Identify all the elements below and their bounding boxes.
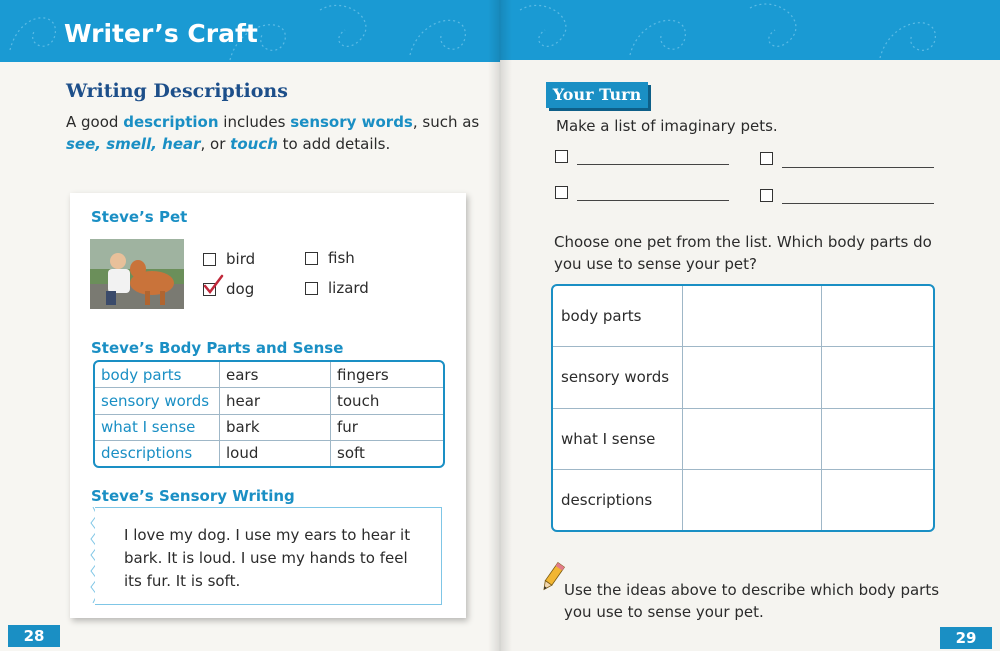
answer-cell[interactable] xyxy=(822,469,934,530)
pet-heading: Steve’s Pet xyxy=(91,208,188,226)
writing-heading: Steve’s Sensory Writing xyxy=(91,487,295,505)
answer-cell[interactable] xyxy=(683,286,822,347)
checkbox-fish[interactable] xyxy=(305,252,318,265)
checkbox-bird[interactable] xyxy=(203,253,216,266)
checkbox-pet-1[interactable] xyxy=(555,150,568,163)
keyword-sensory-words: sensory words xyxy=(290,113,413,131)
answer-cell[interactable] xyxy=(683,347,822,408)
pet-1-answer-line[interactable] xyxy=(577,164,729,165)
writing-line: its fur. It is soft. xyxy=(124,572,241,590)
checkmark-icon xyxy=(202,273,224,295)
answer-cell[interactable] xyxy=(822,408,934,469)
table-heading: Steve’s Body Parts and Sense xyxy=(91,339,344,357)
answer-cell[interactable] xyxy=(683,408,822,469)
table-row: what I sense bark fur xyxy=(95,414,444,440)
sensory-writing-box xyxy=(95,507,442,605)
swirl-pattern xyxy=(500,0,1000,60)
example-card xyxy=(70,193,466,618)
option-label-fish: fish xyxy=(328,249,355,267)
intro-paragraph: A good description includes sensory words, such as see, smell, hear, or touch to add details. xyxy=(66,113,480,153)
writing-line: I love my dog. I use my ears to hear it xyxy=(124,526,411,544)
option-label-lizard: lizard xyxy=(328,279,369,297)
page-number-right: 29 xyxy=(940,627,992,649)
instruction-list: Make a list of imaginary pets. xyxy=(556,117,778,135)
book-gutter xyxy=(488,0,512,651)
checkbox-pet-4[interactable] xyxy=(760,189,773,202)
table-row: descriptions loud soft xyxy=(95,440,444,466)
checkbox-pet-2[interactable] xyxy=(760,152,773,165)
page-title: Writer’s Craft xyxy=(64,19,258,48)
answer-cell[interactable] xyxy=(822,347,934,408)
checkbox-pet-3[interactable] xyxy=(555,186,568,199)
sense-table xyxy=(551,284,935,532)
instruction-choose: Choose one pet from the list. Which body parts do you use to sense your pet? xyxy=(554,233,932,273)
table-row: sensory words hear touch xyxy=(95,388,444,414)
option-label-bird: bird xyxy=(226,250,256,268)
page-number-left: 28 xyxy=(8,625,60,647)
table-row: descriptions xyxy=(553,469,934,530)
final-instruction: Use the ideas above to describe which body parts you use to sense your pet. xyxy=(564,581,940,621)
table-row: body parts ears fingers xyxy=(95,362,444,388)
your-turn-tag: Your Turn xyxy=(546,82,648,108)
table-row: body parts xyxy=(553,286,934,347)
header-banner xyxy=(0,0,500,62)
keyword-description: description xyxy=(123,113,219,131)
answer-cell[interactable] xyxy=(683,469,822,530)
table-row: sensory words xyxy=(553,347,934,408)
body-parts-table xyxy=(93,360,445,468)
pet-2-answer-line[interactable] xyxy=(782,167,934,168)
option-label-dog: dog xyxy=(226,280,255,298)
pencil-icon xyxy=(538,562,566,594)
writing-line: bark. It is loud. I use my hands to feel xyxy=(124,549,408,567)
pet-4-answer-line[interactable] xyxy=(782,203,934,204)
answer-cell[interactable] xyxy=(822,286,934,347)
pet-3-answer-line[interactable] xyxy=(577,200,729,201)
right-page xyxy=(500,0,1000,651)
header-banner-right xyxy=(500,0,1000,60)
table-row: what I sense xyxy=(553,408,934,469)
checkbox-lizard[interactable] xyxy=(305,282,318,295)
boy-dog-photo xyxy=(90,239,184,309)
section-heading: Writing Descriptions xyxy=(66,80,288,102)
